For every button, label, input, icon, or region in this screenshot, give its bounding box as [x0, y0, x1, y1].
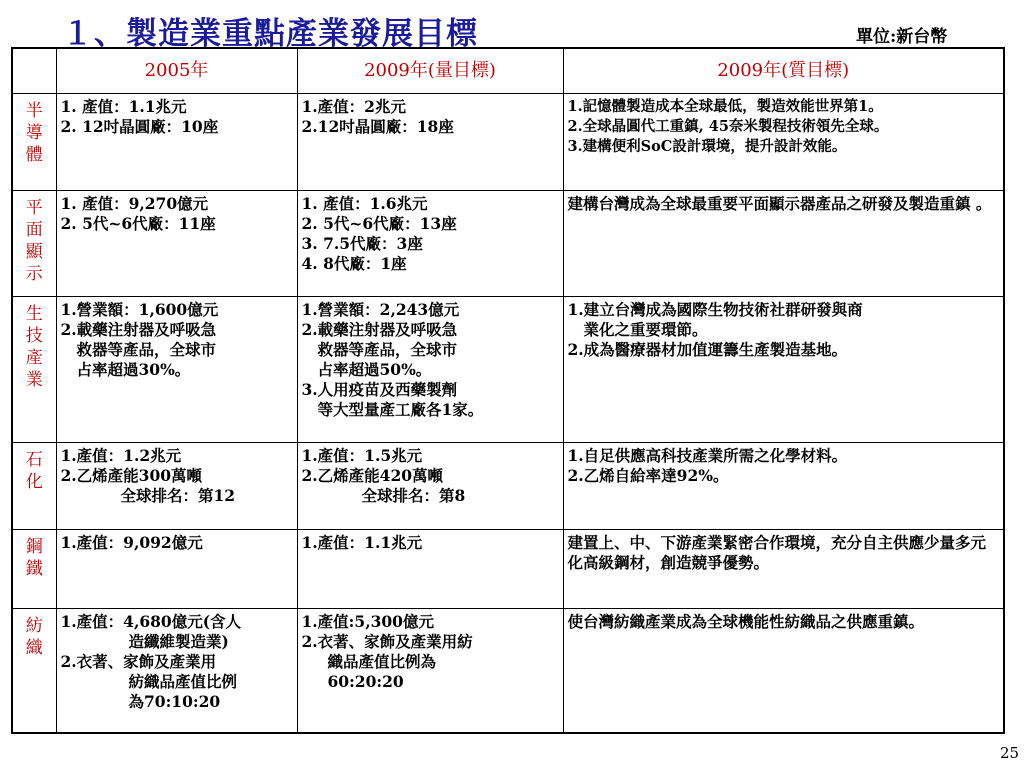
cell-text: 建置上、中、下游產業緊密合作環境，充分自主供應少量多元化高級鋼材，創造競爭優勢。 [567, 533, 987, 572]
cell-line: 全球排名：第12 [120, 486, 236, 505]
category-char: 顯 [25, 242, 43, 262]
cell-2009-quantity [297, 297, 563, 443]
cell-2009-quality [563, 297, 1004, 443]
category-char: 示 [25, 264, 43, 284]
cell-line: 1.營業額：1,600億元 [60, 300, 219, 319]
cell-line: 3.人用疫苗及西藥製劑 [301, 380, 458, 399]
cell-line: 2. 12吋晶圓廠：10座 [60, 117, 219, 136]
cell-line: 2.衣著、家飾及產業用紡 [301, 632, 473, 651]
cell-line: 2.乙烯產能420萬噸 [301, 466, 444, 485]
header-2009-quality: 2009年(質目標) [563, 48, 1004, 94]
cell-2005 [56, 443, 297, 530]
cell-line: 占率超過50%。 [317, 360, 432, 379]
cell-line: 1. 產值：1.1兆元 [60, 97, 187, 116]
category-char: 鋼 [25, 537, 43, 557]
cell-2009-quantity [297, 609, 563, 733]
cell-line: 3. 7.5代廠：3座 [301, 234, 423, 253]
table-row [12, 191, 1004, 297]
header-2009-quantity: 2009年(量目標) [297, 48, 563, 94]
cell-2009-quantity [297, 94, 563, 191]
cell-line: 1.產值：2兆元 [301, 97, 406, 116]
category-char: 生 [25, 304, 43, 324]
cell-line: 業化之重要環節。 [583, 320, 708, 339]
cell-line: 1.營業額：2,243億元 [301, 300, 460, 319]
page-number: 25 [1000, 744, 1020, 762]
cell-2005 [56, 530, 297, 609]
cell-2005 [56, 297, 297, 443]
cell-line: 全球排名：第8 [361, 486, 466, 505]
category-cell [12, 609, 56, 733]
category-char: 面 [25, 220, 43, 240]
cell-line: 1.產值：1.2兆元 [60, 446, 182, 465]
table-row [12, 94, 1004, 191]
cell-line: 1.產值：1.5兆元 [301, 446, 423, 465]
cell-line: 2.載藥注射器及呼吸急 [301, 320, 458, 339]
category-cell [12, 530, 56, 609]
cell-line: 造纖維製造業) [128, 632, 229, 651]
cell-2005 [56, 609, 297, 733]
category-cell [12, 443, 56, 530]
table-row [12, 443, 1004, 530]
cell-2009-quality [563, 609, 1004, 733]
cell-line: 1.產值：1.1兆元 [301, 533, 423, 552]
cell-line: 1.自足供應高科技產業所需之化學材料。 [567, 446, 848, 465]
cell-2009-quantity [297, 443, 563, 530]
cell-text: 建構台灣成為全球最重要平面顯示器產品之研發及製造重鎮 。 [567, 194, 992, 213]
cell-2009-quantity [297, 191, 563, 297]
cell-line: 救器等產品，全球市 [76, 340, 217, 359]
cell-2009-quality [563, 94, 1004, 191]
cell-line: 60:20:20 [327, 672, 404, 691]
cell-line: 2.載藥注射器及呼吸急 [60, 320, 217, 339]
cell-line: 紡織品產值比例 [128, 672, 238, 691]
category-char: 平 [25, 198, 43, 218]
category-char: 紡 [25, 616, 43, 636]
cell-2009-quality [563, 191, 1004, 297]
cell-2009-quality [563, 530, 1004, 609]
cell-2009-quality [563, 443, 1004, 530]
cell-line: 2. 5代~6代廠：11座 [60, 214, 216, 233]
cell-text: 使台灣紡織產業成為全球機能性紡織品之供應重鎮。 [567, 612, 925, 631]
cell-line: 2.衣著、家飾及產業用 [60, 652, 217, 671]
cell-line: 救器等產品，全球市 [317, 340, 458, 359]
cell-line: 1.產值：9,092億元 [60, 533, 203, 552]
cell-line: 2.12吋晶圓廠：18座 [301, 117, 454, 136]
cell-line: 1. 產值：1.6兆元 [301, 194, 428, 213]
cell-line: 4. 8代廠：1座 [301, 254, 407, 273]
cell-2005 [56, 191, 297, 297]
category-char: 技 [25, 326, 43, 346]
category-char: 業 [25, 370, 43, 390]
table-row [12, 297, 1004, 443]
cell-line: 2.乙烯產能300萬噸 [60, 466, 203, 485]
cell-line: 為70:10:20 [128, 692, 221, 711]
cell-line: 1.產值：4,680億元(含人 [60, 612, 242, 631]
header-category [12, 48, 56, 94]
cell-line: 2.成為醫療器材加值運籌生產製造基地。 [567, 340, 848, 359]
cell-line: 織品產值比例為 [327, 652, 437, 671]
category-char: 產 [25, 348, 43, 368]
category-char: 鐵 [25, 559, 43, 579]
table-row [12, 530, 1004, 609]
cell-2009-quantity [297, 530, 563, 609]
cell-line: 1.產值:5,300億元 [301, 612, 434, 631]
table-header-row [12, 48, 1004, 94]
category-char: 化 [25, 472, 43, 492]
cell-line: 3.建構便利SoC設計環境，提升設計效能。 [567, 138, 847, 155]
cell-line: 2.乙烯自給率達92%。 [567, 466, 729, 485]
category-char: 石 [25, 450, 43, 470]
cell-line: 2. 5代~6代廠：13座 [301, 214, 457, 233]
cell-line: 占率超過30%。 [76, 360, 191, 379]
cell-2005 [56, 94, 297, 191]
category-char: 半 [25, 101, 43, 121]
table-row [12, 609, 1004, 733]
category-char: 體 [25, 145, 43, 165]
category-char: 導 [25, 123, 43, 143]
cell-line: 1.建立台灣成為國際生物技術社群研發與商 [567, 300, 863, 319]
category-cell [12, 191, 56, 297]
targets-table [11, 47, 1005, 734]
cell-line: 2.全球晶圓代工重鎮, 45奈米製程技術領先全球。 [567, 118, 889, 135]
cell-line: 1. 產值：9,270億元 [60, 194, 209, 213]
category-char: 織 [25, 638, 43, 658]
category-cell [12, 94, 56, 191]
slide-title: １、製造業重點產業發展目標 [62, 16, 478, 52]
currency-unit-label: 單位:新台幣 [856, 27, 948, 47]
category-cell [12, 297, 56, 443]
cell-line: 等大型量產工廠各1家。 [317, 400, 484, 419]
cell-line: 1.記憶體製造成本全球最低，製造效能世界第1。 [567, 98, 883, 115]
header-2005: 2005年 [56, 48, 297, 94]
